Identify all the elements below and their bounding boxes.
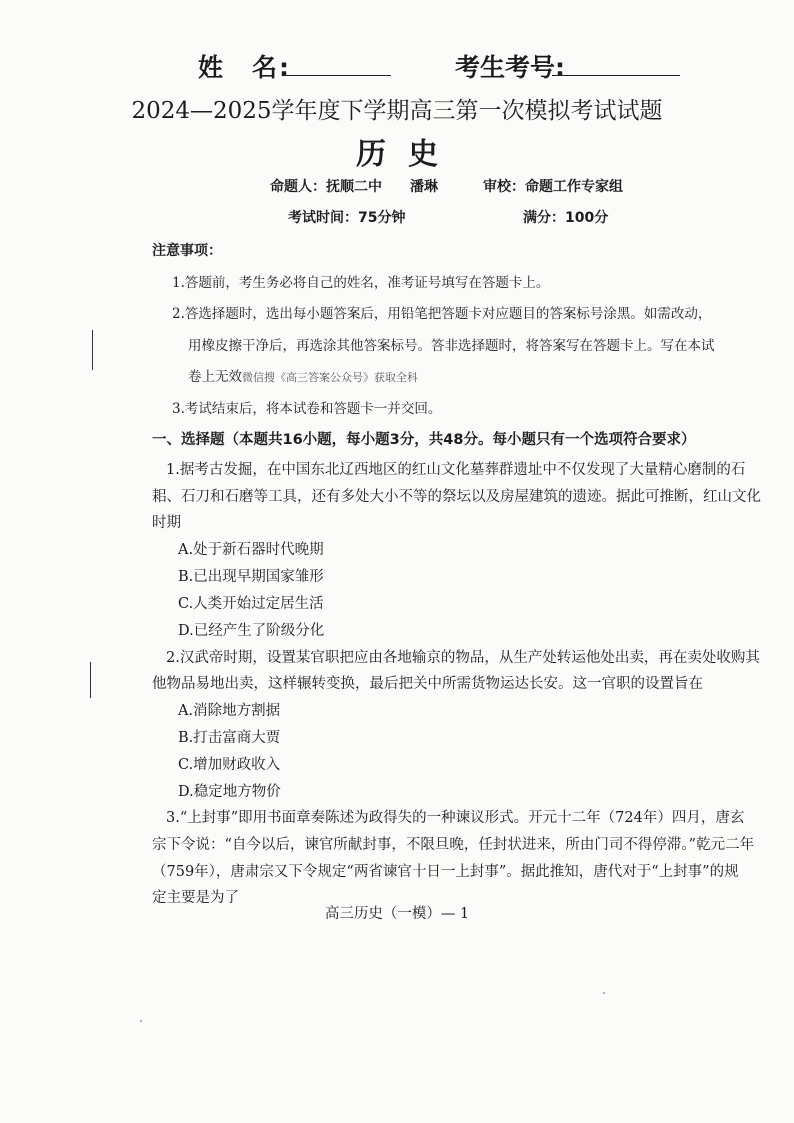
name-label: 姓 名: <box>198 53 291 82</box>
exam-duration: 考试时间：75分钟 <box>288 210 406 226</box>
full-score: 满分：100分 <box>523 210 609 226</box>
question-3-line-4: 定主要是为了 <box>152 890 239 906</box>
subject-title: 历史 <box>356 137 460 172</box>
binding-mark <box>92 330 93 370</box>
question-1-option-d: D.已经产生了阶级分化 <box>178 623 325 639</box>
question-2-line-2: 他物品易地出卖，这样辗转变换，最后把关中所需货物运达长安。这一官职的设置旨在 <box>152 676 703 692</box>
question-3-line-1: 3.“上封事”即用书面章奏陈述为政得失的一种谏议形式。开元十二年（724年）四月，唐玄 <box>166 810 745 826</box>
question-1-line-3: 时期 <box>152 515 181 531</box>
question-2-option-d: D.稳定地方物价 <box>178 784 281 800</box>
question-1-option-b: B.已出现早期国家雏形 <box>178 569 324 585</box>
question-3-line-3: （759年），唐肃宗又下令规定“两省谏官十日一上封事”。据此推知，唐代对于“上封事”的规 <box>152 864 739 880</box>
question-3-line-2: 宗下令说：“自今以后，谏官所献封事，不限旦晚，任封状进来，所由门司不得停滞。”乾元二年 <box>152 837 755 853</box>
section-title: 一、选择题（本题共16小题，每小题3分，共48分。每小题只有一个选项符合要求） <box>152 432 696 448</box>
question-1-line-1: 1.据考古发掘，在中国东北辽西地区的红山文化墓葬群遗址中不仅发现了大量精心磨制的石 <box>166 462 746 478</box>
question-1-line-2: 耜、石刀和石磨等工具，还有多处大小不等的祭坛以及房屋建筑的遗迹。据此可推断，红山文化 <box>152 489 761 505</box>
scan-speck <box>140 1020 142 1022</box>
question-2-option-c: C.增加财政收入 <box>178 757 281 773</box>
exam-title: 2024—2025学年度下学期高三第一次模拟考试试题 <box>131 98 663 124</box>
question-1-option-c: C.人类开始过定居生活 <box>178 596 324 612</box>
question-1-option-a: A.处于新石器时代晚期 <box>178 542 324 558</box>
question-2-option-a: A.消除地方割据 <box>178 703 281 719</box>
exam-id-blank-line <box>552 75 680 76</box>
notice-item-2-line-3 <box>188 365 418 385</box>
reviewer-info: 审校：命题工作专家组 <box>483 179 623 195</box>
exam-id-label: 考生考号: <box>455 53 565 82</box>
notice-heading: 注意事项： <box>152 243 222 259</box>
watermark-text: 微信搜《高三答案公众号》获取全科 <box>242 371 418 384</box>
page-footer: 高三历史（一模）— 1 <box>324 906 470 922</box>
notice-item-3: 3.考试结束后，将本试卷和答题卡一并交回。 <box>172 401 442 417</box>
scan-speck <box>603 992 605 994</box>
question-2-option-b: B.打击富商大贾 <box>178 730 281 746</box>
notice-item-2-line-1: 2.答选择题时，选出每小题答案后，用铅笔把答题卡对应题目的答案标号涂黑。如需改动， <box>172 306 712 322</box>
question-2-line-1: 2.汉武帝时期，设置某官职把应由各地输京的物品，从生产处转运他处出卖，再在卖处收购其 <box>166 650 760 666</box>
notice-item-2-line-2: 用橡皮擦干净后，再选涂其他答案标号。答非选择题时，将答案写在答题卡上。写在本试 <box>188 338 715 354</box>
binding-mark <box>90 662 91 698</box>
name-blank-line <box>283 75 391 76</box>
author-info: 命题人：抚顺二中 潘琳 <box>270 179 438 195</box>
notice-item-2-line-3-text: 卷上无效 <box>188 369 242 385</box>
notice-item-1: 1.答题前，考生务必将自己的姓名，准考证号填写在答题卡上。 <box>172 275 550 291</box>
